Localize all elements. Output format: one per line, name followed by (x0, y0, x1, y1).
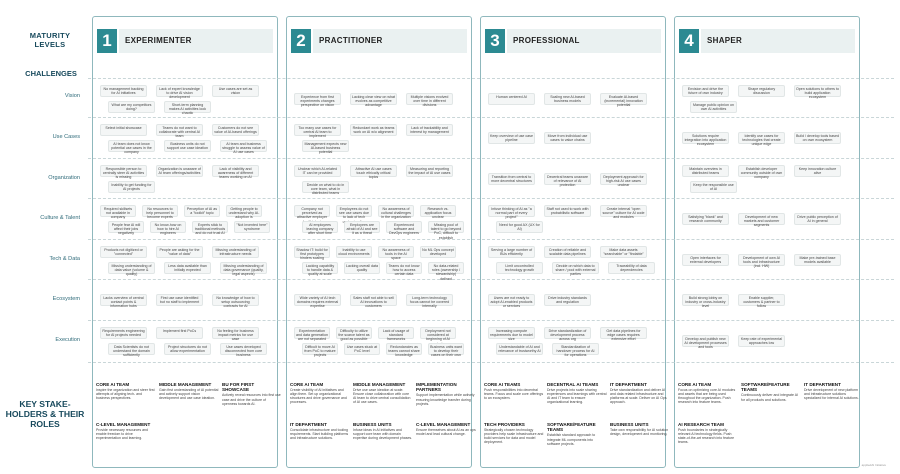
challenge-note: Decentral teams unaware of relevance of AI protection (544, 173, 591, 185)
challenge-note: Short-term planning makes AI activities look chaotic (164, 101, 211, 113)
role-title: CORE AI TEAM (678, 382, 712, 387)
challenge-note: Traceability of data dependencies (608, 262, 655, 274)
row-label-culture-talent: Culture & Talent (40, 215, 80, 221)
role-card (290, 382, 350, 405)
challenge-note: Lacking capability to handle data & quality at scale (302, 262, 338, 274)
challenge-note: Perception of AI as a "toolkit" topic (184, 205, 220, 217)
left-labels (0, 0, 88, 474)
challenge-note: Build strong lobby on industry or cross-industry level (682, 294, 729, 306)
role-title: AI RESEARCH TEAM (678, 422, 724, 427)
challenge-note: Use cases developed disconnected from core business (220, 343, 267, 355)
challenge-note: Decide on which data to share / pool with external parties (552, 262, 599, 274)
role-description: Infuse ideas in AI initiatives and support core team with domain expertise during development phases. (353, 428, 413, 441)
row-divider (88, 158, 894, 159)
role-card (741, 382, 801, 402)
challenge-note: Long-term technology focus cannot be covered internally (406, 294, 453, 306)
level-number: 1 (97, 29, 117, 53)
challenge-note: Attractive AI use cases touch ethically critical topics (350, 165, 397, 177)
challenge-note: Redundant work as teams work on AI w/o alignment (350, 124, 397, 136)
level-name: SHAPER (701, 29, 855, 53)
challenge-note: Select initial showcase (100, 124, 147, 136)
challenge-note: Experts stick to traditional methods and do not trust AI (192, 221, 228, 233)
challenge-note: No awareness of cultural challenges in the organization (378, 205, 414, 217)
challenge-note: Keep the responsible use of AI (690, 181, 737, 193)
challenge-note: Data Scientists do not understand the domain sufficiently (108, 343, 155, 355)
role-card (416, 382, 476, 406)
role-description: Drive standardization and deliver AI and data related infrastructure and platforms at scale. Deliver on AI Ops approach. (610, 388, 667, 405)
challenge-note: Infuse thinking of AI as "a normal part of every project" (488, 205, 535, 217)
challenge-note: Development of own AI tools and infrastructure (incl. HW) (738, 254, 785, 266)
role-title: BU FOR FIRST SHOWCASE (222, 382, 255, 393)
challenge-note: Required skillsets not available in company (100, 205, 136, 217)
challenge-note: Drive public perception of AI in general (794, 213, 841, 225)
challenge-note: Serving a large number of BUs efficiently (488, 246, 535, 258)
challenge-note: Lack of expert knowledge to drive AI vision development (156, 85, 203, 97)
role-card (547, 382, 607, 405)
challenge-note: Lack of usage of standard frameworks (378, 327, 414, 339)
challenge-note: Unclear which AI-related IT can be provided (294, 165, 341, 177)
role-card (159, 382, 219, 400)
challenge-note: Shadow IT: build for first prototypes hinders scaling (294, 246, 330, 258)
role-card (353, 422, 413, 440)
role-card (610, 382, 670, 405)
row-label-ecosystem: Ecosystem (52, 296, 80, 302)
challenge-note: Experience from first experiments changes perspective on vision (294, 93, 341, 105)
role-card (222, 382, 282, 406)
challenge-note: Decide on what to do in core team, what in distributed teams (302, 181, 349, 193)
role-card (416, 422, 476, 436)
role-card (610, 422, 670, 436)
role-card (547, 422, 607, 446)
challenge-note: No ML Ops concept developed (420, 246, 456, 258)
role-description: Provide necessary resources and enable freedom to drive experimentation and learning. (96, 428, 148, 441)
challenge-note: Lack of trackability and interest by management (406, 124, 453, 136)
challenge-note: AI employees leaving company after short time (302, 221, 338, 233)
challenge-note: Use cases are set as vision (212, 85, 259, 97)
role-description: Strategically chosen technology providers help scale infrastructure and build services for data and model deployment. (484, 428, 544, 445)
challenge-note: AI team does not know potential use cases in the company (108, 140, 155, 152)
row-divider (88, 78, 894, 79)
source-footnote: appliedAI Initiative (861, 463, 886, 467)
role-description: Drive use case ideation at scale. Ensure close collaboration with core AI team to drive central consolidation of AI use cases. (353, 388, 411, 405)
row-label-execution: Execution (55, 337, 80, 343)
challenge-note: Products not digitized or "connected" (100, 246, 147, 258)
challenges-label: CHALLENGES (25, 69, 77, 78)
challenge-note: Evaluate AI-based (incremental) innovation potential (600, 93, 647, 105)
challenge-note: Solutions require integration into application ecosystem (682, 132, 729, 144)
challenge-note: Inability to get funding for AI projects (108, 181, 155, 193)
challenge-note: Getting people to understand why AI-adoption is (226, 205, 262, 217)
role-description: Drive projects into scale sharing experiences and learnings with central AI and IT team to ensure organizational learning. (547, 388, 607, 405)
role-card (678, 382, 738, 405)
challenge-note: Deployment not considered at beginning of AI (420, 327, 456, 339)
challenge-note: Build / develop tools based on own ecosystem (794, 132, 841, 144)
challenge-note: No feeling for business impact metrics for use case (212, 327, 259, 339)
role-title: DECENTRAL AI TEAMS (547, 382, 599, 387)
challenge-note: Company not perceived as attractive employer (294, 205, 330, 217)
challenge-note: AI team and business struggle to assess value of AI use cases (220, 140, 267, 152)
challenge-note: Implement first PoCs (156, 327, 203, 339)
role-card (96, 382, 156, 400)
challenge-note: Make pre-trained base models available (794, 254, 841, 266)
challenge-note: Keep overview of use case pipeline (488, 132, 535, 144)
role-title: SOFTWARE/FEATURE TEAMS (741, 382, 790, 393)
challenge-note: Responsible person to centrally steer AI activities is missing (100, 165, 147, 177)
challenge-note: Wide variety of AI tech domains requires external expertise (294, 294, 341, 306)
challenge-note: What are my competitors doing? (108, 101, 155, 113)
role-card (678, 422, 738, 445)
challenge-note: Envision and drive the future of own industry (682, 85, 729, 97)
challenge-note: Establish developer community outside of own company (738, 165, 785, 177)
challenge-note: Missing understanding of data governance (quality, legal aspects) (220, 262, 267, 274)
role-title: CORE AI TEAM (96, 382, 130, 387)
level-number: 4 (679, 29, 699, 53)
role-description: Create visibility of AI initiatives and align them. Set up organizational structures and drive governance and processes. (290, 388, 347, 405)
role-card (484, 382, 544, 400)
role-description: Consolidate infrastructure and tooling requirements. Start building platforms and infrastructure solutions. (290, 428, 349, 441)
challenge-note: No knowledge of how to setup outsourcing contracts for AI (212, 294, 259, 306)
challenge-note: Experienced software and DevOps engineers (386, 221, 422, 233)
level-name: PRACTITIONER (313, 29, 467, 53)
row-divider (88, 198, 894, 199)
role-title: TECH PROVIDERS (484, 422, 525, 427)
role-title: IMPLEMENTATION PARTNERS (416, 382, 457, 393)
challenge-note: Maintain overview in distributed teams (682, 165, 729, 177)
challenge-note: Identify use cases for technologies that create unique edge (738, 132, 785, 144)
challenge-note: Develop and publish new AI development processes and tools (682, 335, 729, 347)
challenge-note: Lack of visibility and awareness of different teams working on AI (212, 165, 259, 177)
role-title: IT DEPARTMENT (804, 382, 841, 387)
challenge-note: No resources to help personnel to become experts (142, 205, 178, 217)
challenge-note: Customers do not see value of AI-based offerings (212, 124, 259, 136)
challenge-note: Redundancies as teams cannot share knowledge (386, 343, 422, 355)
key-stakeholders-label: KEY STAKE-HOLDERS & THEIR ROLES (5, 399, 85, 429)
level-header (679, 29, 855, 56)
role-card (353, 382, 413, 405)
role-title: BUSINESS UNITS (610, 422, 649, 427)
level-header (291, 29, 467, 56)
challenge-note: Get data pipelines for edge cases requires extensive effort (600, 327, 647, 339)
challenge-note: Create internal "open source" culture for AI code and modules (600, 205, 647, 217)
row-divider (88, 320, 894, 321)
level-name: EXPERIMENTER (119, 29, 273, 53)
challenge-note: No awareness of tools in the AI space (378, 246, 414, 258)
challenge-note: Development of new markets and customer segments (738, 213, 785, 225)
challenge-note: Too many use cases for central AI team to implement (294, 124, 341, 136)
challenge-note: Organization is unaware of AI team offerings/activities (156, 165, 203, 177)
role-description: Actively reveal resources into first use case and drive the culture of openness towards AI. (222, 393, 281, 406)
challenge-note: Missing pool of talent to go beyond PoC, difficult to establish (428, 221, 464, 233)
challenge-note: Open solutions to others to build application ecosystem (794, 85, 841, 97)
level-header (485, 29, 661, 56)
level-header (97, 29, 273, 56)
challenge-note: People fear AI will affect their jobs negatively (108, 221, 144, 233)
challenge-note: Deployment approach for high-risk AI use cases unclear (600, 173, 647, 185)
row-label-vision: Vision (64, 93, 80, 99)
challenge-note: "Not invented here" syndrome (234, 221, 270, 233)
challenge-note: Project structures do not allow experimentation (164, 343, 211, 355)
challenge-note: Increasing compute requirements due to model size (488, 327, 535, 339)
role-title: MIDDLE MANAGEMENT (159, 382, 212, 387)
role-description: Push responsibilities into decentral teams. Focus and scale core offerings to an ecosystem. (484, 388, 544, 401)
role-description: Drive development of new platform and infrastructure solutions specialized for internal AI solutions. (804, 388, 859, 401)
role-title: CORE AI TEAMS (484, 382, 521, 387)
row-label-use-cases: Use Cases (52, 134, 80, 140)
role-description: Inspire the organization and steer first attempts of aligning tech- and business perspectives. (96, 388, 155, 401)
challenge-note: People are asking for the "value of data" (156, 246, 203, 258)
row-label-tech-data: Tech & Data (49, 256, 80, 262)
challenge-note: Teams do not want to collaborate with central AI team (156, 124, 203, 136)
challenge-note: Requirements engineering for AI projects needed (100, 327, 147, 339)
stakeholder-roles (88, 376, 894, 464)
role-title: SOFTWARE/FEATURE TEAMS (547, 422, 596, 433)
challenge-note: Staff not used to work with probabilistic software (544, 205, 591, 217)
challenge-note: Business units want to develop their cases on their own (428, 343, 464, 355)
role-description: Establish standard approach to integrate ML components into software projects. (547, 433, 596, 446)
challenge-note: Use cases stuck at PoC level (344, 343, 380, 355)
challenge-note: Standardization of handover process for AI for operations (552, 343, 599, 355)
challenge-note: Multiple visions evolved over time in different divisions (406, 93, 453, 105)
role-title: IT DEPARTMENT (290, 422, 327, 427)
role-description: Take own responsibility for AI solution design, development and monitoring. (610, 428, 669, 437)
row-divider (88, 239, 894, 240)
role-card (804, 382, 864, 400)
row-divider (88, 362, 894, 363)
challenge-note: Shape regulatory discussion (738, 85, 785, 97)
challenge-note: Move from individual use cases to value chains (544, 132, 591, 144)
challenge-note: Lacking overall data quality (344, 262, 380, 274)
challenge-note: Less data available than initially expected (164, 262, 211, 274)
challenge-note: Missing understanding of data value (volume & quality) (108, 262, 155, 274)
challenge-note: Make data assets "searchable" or "findable" (600, 246, 647, 258)
challenge-note: Satisfying "blank" and research community (682, 213, 729, 225)
challenge-note: Missing understanding of infrastructure needs (212, 246, 259, 258)
challenge-note: First use case identified but no staff to implement (156, 294, 203, 306)
challenge-note: Experimentation and data generation are not separated (294, 327, 330, 339)
challenge-note: Lacks overview of central contact points & information hubs (100, 294, 147, 306)
role-description: Gain first understanding of AI potential and actively support vision development and use case ideation. (159, 388, 219, 401)
role-card (290, 422, 350, 440)
role-description: Ensure themselves about AI as an ops model and lead cultural change. (416, 428, 476, 437)
challenge-note: Teams do not know how to access certain data (386, 262, 422, 274)
role-description: Push boundaries in strategically relevant AI technology fields. Push state-of-the-art research into feature teams. (678, 428, 735, 445)
challenge-note: Employees do not see use cases due to lack of tech (336, 205, 372, 217)
role-title: MIDDLE MANAGEMENT (353, 382, 406, 387)
challenge-note: Users are not ready to adopt AI-enabled products or services (488, 294, 535, 306)
challenge-note: Creation of reliable and scalable data pipelines (544, 246, 591, 258)
row-divider (88, 279, 894, 280)
challenge-note: Understandable of AI and relevance of trustworthy AI (496, 343, 543, 355)
role-card (484, 422, 544, 445)
role-description: Focus on optimizing core AI modules and assets that are being used throughout the organization. Push research into feature teams. (678, 388, 736, 405)
role-description: Support implementation while actively ensuring knowledge transfer during projects. (416, 393, 475, 406)
challenge-note: Inability to use cloud environments (336, 246, 372, 258)
challenge-note: Keep innovation culture alive (794, 165, 841, 177)
challenge-note: Transition from central to more decentral structures (488, 173, 535, 185)
challenge-note: Scaling new AI-based business models (544, 93, 591, 105)
challenge-note: Measuring and reporting the impact of AI use cases (406, 165, 453, 177)
challenge-note: Keep rate of experimental approaches low (738, 335, 785, 347)
maturity-levels-label: MATURITY LEVELS (29, 31, 71, 49)
role-title: CORE AI TEAM (290, 382, 324, 387)
challenge-note: Human centered AI (488, 93, 535, 105)
challenge-note: Enable supplier, customers & partner to follow (738, 294, 785, 306)
row-divider (88, 117, 894, 118)
challenge-note: Lacking clear view on what evolves as competitive advantage (350, 93, 397, 105)
level-name: PROFESSIONAL (507, 29, 661, 53)
challenge-note: Need for good AX (UX for AI) (496, 221, 543, 233)
level-number: 2 (291, 29, 311, 53)
role-card (96, 422, 156, 440)
row-label-organization: Organization (48, 175, 80, 181)
challenge-note: Sales staff not able to sell AI innovations to customers (350, 294, 397, 306)
challenge-note: No management backing for AI initiatives (100, 85, 147, 97)
role-description: Continuously deliver and integrate AI for all products and solutions. (741, 393, 799, 402)
challenge-note: Management expects new AI-based business potential (302, 140, 349, 152)
challenge-note: No know-how on how to hire AI engineers (150, 221, 186, 233)
challenge-note: Business units do not support use case ideation (164, 140, 211, 152)
role-title: C-LEVEL MANAGEMENT (416, 422, 471, 427)
role-title: BUSINESS UNITS (353, 422, 392, 427)
challenge-note: No data-related roles (ownership / stewardship) defined (428, 262, 464, 274)
challenge-note: Open interfaces for external developers (682, 254, 729, 266)
challenge-note: Drive standardization of development process across org (544, 327, 591, 339)
role-title: C-LEVEL MANAGEMENT (96, 422, 151, 427)
challenge-note: Difficult to move AI from PoC to mature projects (302, 343, 338, 355)
role-title: IT DEPARTMENT (610, 382, 647, 387)
level-number: 3 (485, 29, 505, 53)
challenge-note: Research vs. application focus unclear (420, 205, 456, 217)
challenge-note: Limit uncontrolled technology growth (496, 262, 543, 274)
challenge-note: Employees are afraid of AI and see it as a threat (344, 221, 380, 233)
challenge-note: Difficulty to utilize the scarce talent as good as possible (336, 327, 372, 339)
challenge-note: Manage public opinion on own AI activities (690, 101, 737, 113)
challenge-note: Drive industry standards and regulation (544, 294, 591, 306)
